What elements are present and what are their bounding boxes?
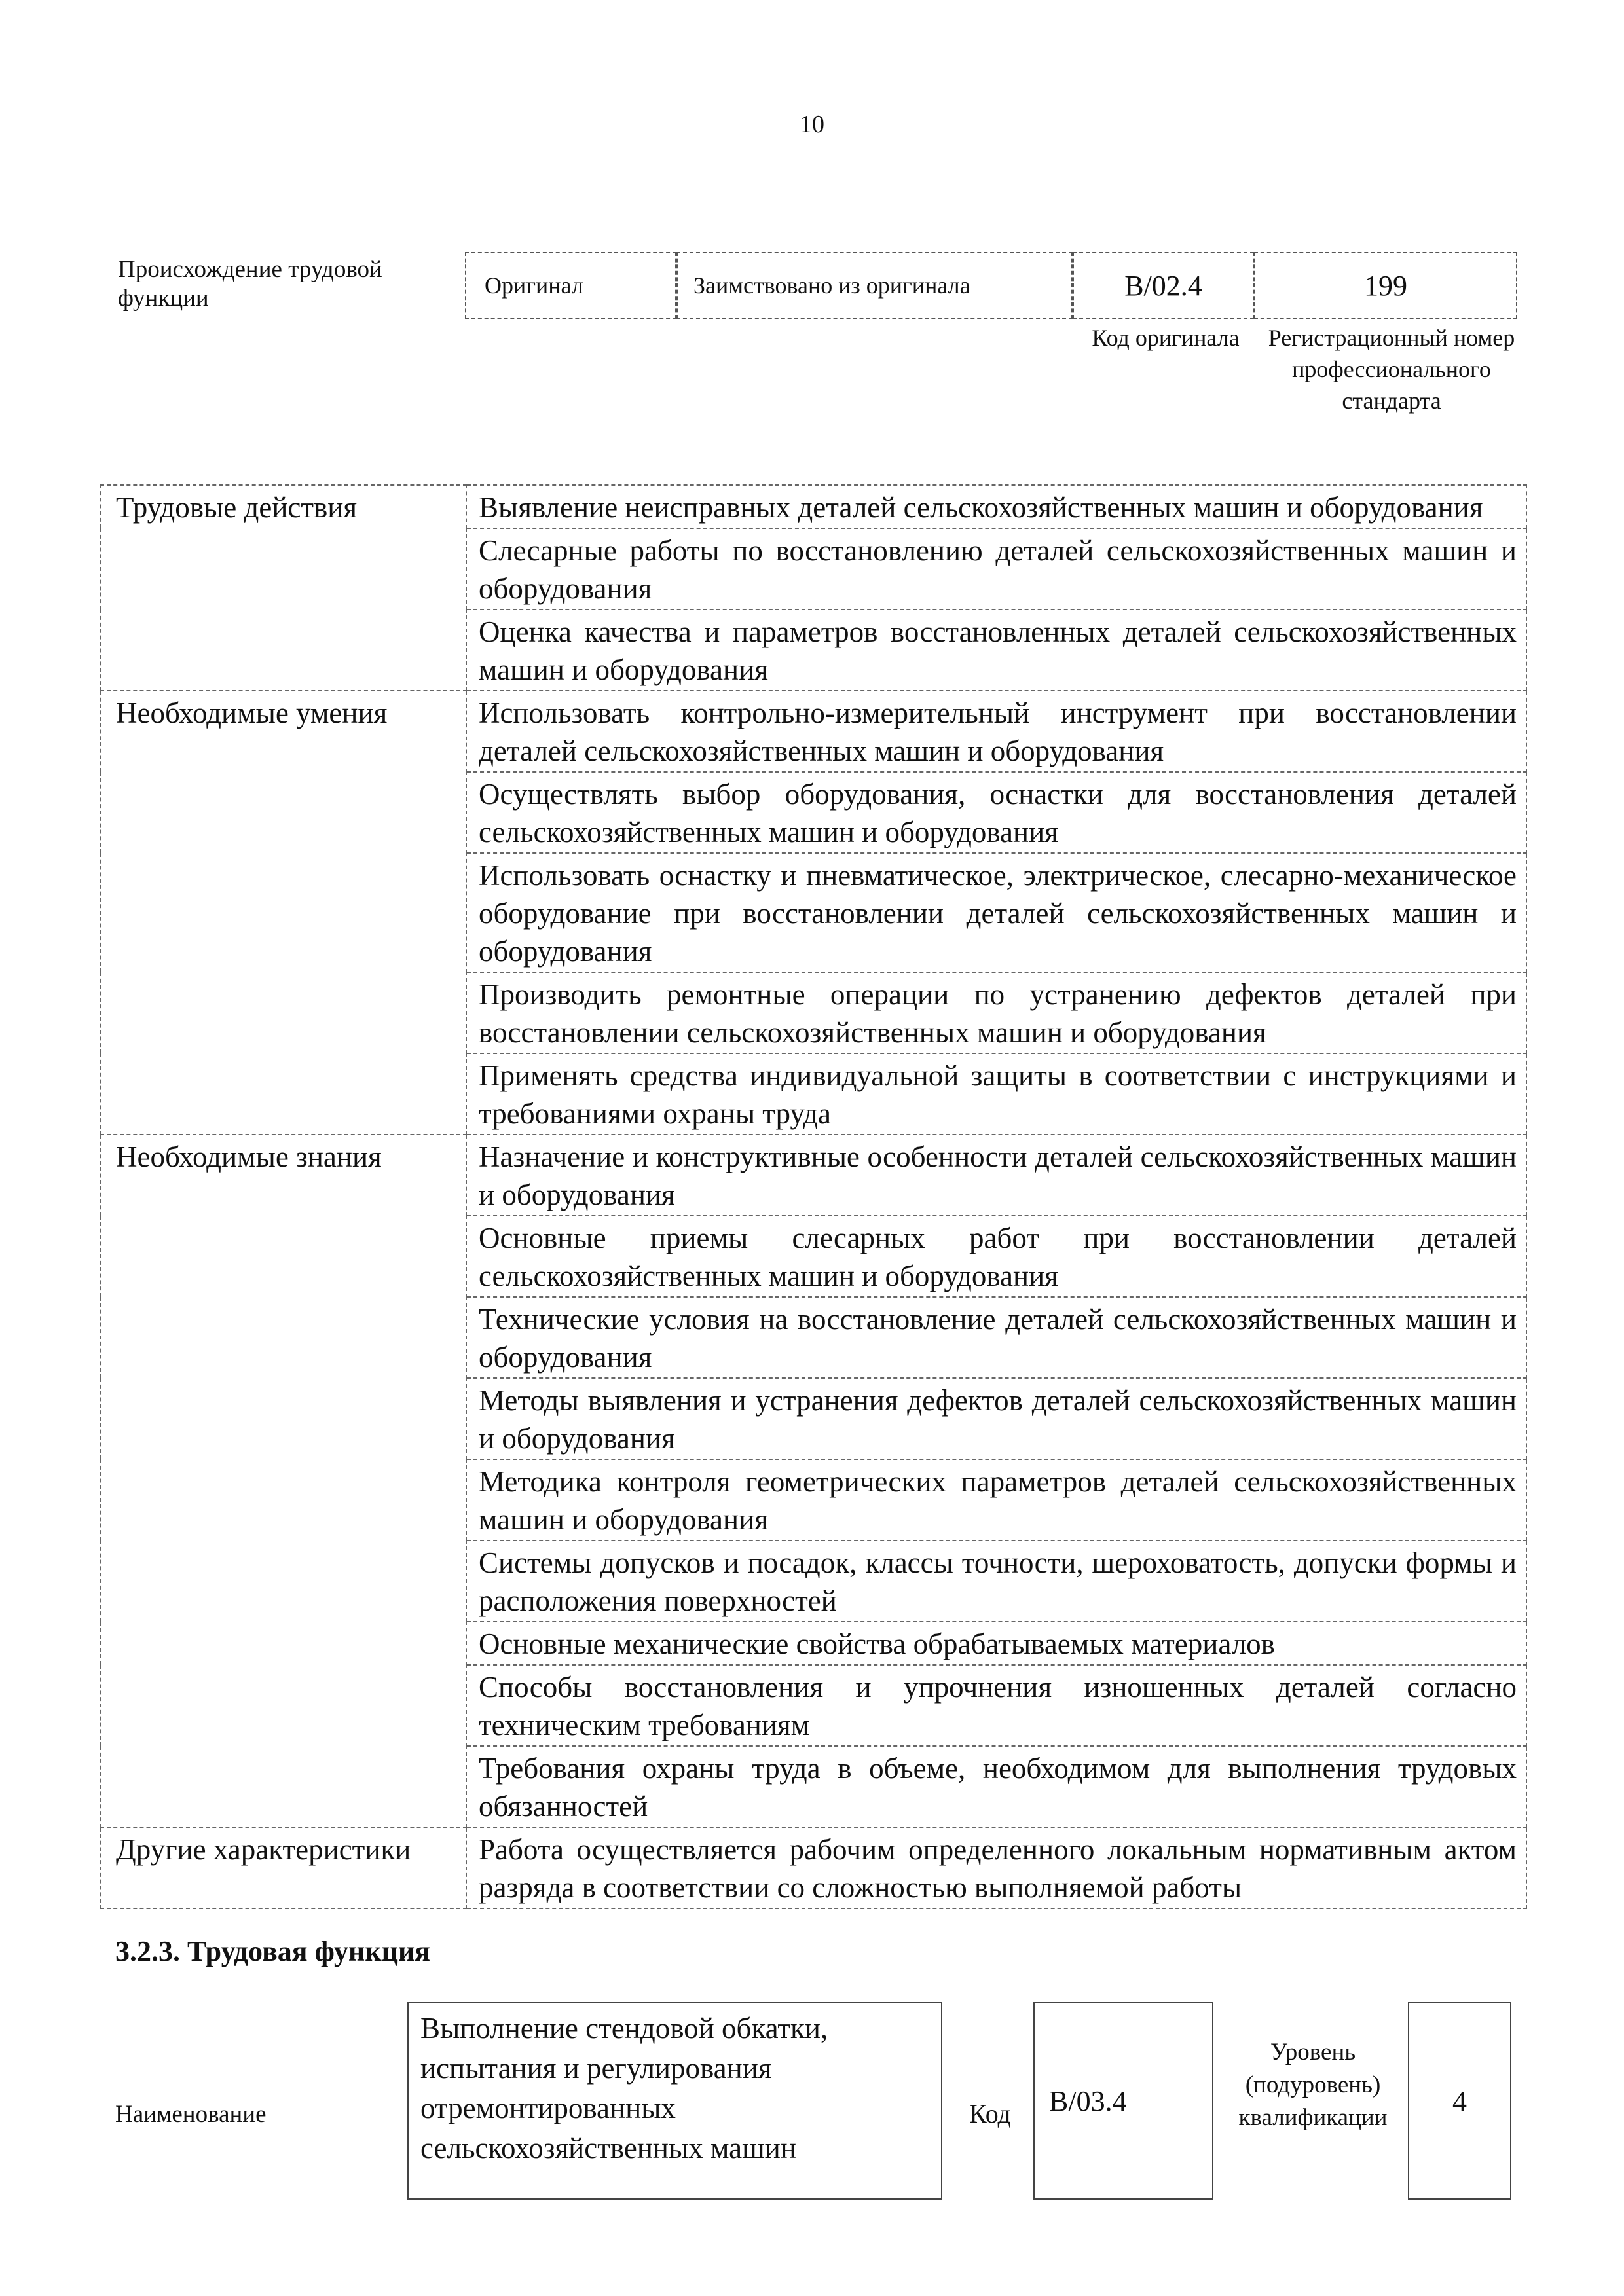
section-item: Производить ремонтные операции по устранению дефектов деталей при восстановлении сельскохозяйственных машин и оборудования (466, 972, 1526, 1053)
origin-original-text: Оригинал (485, 272, 583, 299)
origin-reg-number-text: 199 (1364, 269, 1407, 302)
origin-original-cell (465, 252, 676, 319)
function-name-box (407, 2002, 942, 2200)
section-heading: Необходимые умения (101, 691, 466, 1135)
section-item: Технические условия на восстановление деталей сельскохозяйственных машин и оборудования (466, 1297, 1526, 1378)
origin-reg-caption: Регистрационный номер профессионального стандарта (1268, 325, 1515, 414)
function-code-text: В/03.4 (1049, 2085, 1127, 2117)
section-item: Оценка качества и параметров восстановленных деталей сельскохозяйственных машин и оборудования (466, 610, 1526, 691)
function-name-text: Выполнение стендовой обкатки, испытания и регулирования отремонтированных сельскохозяйственных машин (420, 2012, 828, 2164)
section-item: Основные механические свойства обрабатываемых материалов (466, 1622, 1526, 1665)
origin-code-text: В/02.4 (1124, 269, 1202, 302)
section-item: Методика контроля геометрических параметров деталей сельскохозяйственных машин и оборудования (466, 1459, 1526, 1540)
function-code-label: Код (969, 2099, 1011, 2128)
origin-code-cell (1073, 252, 1254, 319)
origin-code-caption: Код оригинала (1092, 325, 1240, 351)
labor-function-table (100, 484, 1527, 1909)
section-title: 3.2.3. Трудовая функция (115, 1935, 431, 1967)
section-item: Использовать оснастку и пневматическое, электрическое, слесарно-механическое оборудование при восстановлении деталей сельскохозяйственных машин и оборудования (466, 853, 1526, 972)
section-item: Выявление неисправных деталей сельскохозяйственных машин и оборудования (466, 485, 1526, 528)
section-heading: Необходимые знания (101, 1135, 466, 1827)
section-item: Использовать контрольно-измерительный инструмент при восстановлении деталей сельскохозяйственных машин и оборудования (466, 691, 1526, 772)
origin-label: Происхождение трудовой функции (118, 256, 382, 312)
section-item: Осуществлять выбор оборудования, оснастки для восстановления деталей сельскохозяйственных машин и оборудования (466, 772, 1526, 853)
origin-borrowed-text: Заимствовано из оригинала (693, 272, 970, 299)
table-row (101, 1135, 1526, 1216)
origin-reg-number-cell (1254, 252, 1517, 319)
section-item: Системы допусков и посадок, классы точности, шероховатость, допуски формы и расположения поверхностей (466, 1540, 1526, 1622)
section-item: Назначение и конструктивные особенности деталей сельскохозяйственных машин и оборудования (466, 1135, 1526, 1216)
qualification-level-label: Уровень (подуровень) квалификации (1238, 2039, 1388, 2131)
table-row (101, 691, 1526, 772)
page-number: 10 (800, 111, 824, 138)
section-heading: Трудовые действия (101, 485, 466, 691)
section-item: Способы восстановления и упрочнения изношенных деталей согласно техническим требованиям (466, 1665, 1526, 1746)
section-item: Основные приемы слесарных работ при восстановлении деталей сельскохозяйственных машин и оборудования (466, 1216, 1526, 1297)
section-item: Работа осуществляется рабочим определенного локальным нормативным актом разряда в соответствии со сложностью выполняемой работы (466, 1827, 1526, 1908)
section-item: Слесарные работы по восстановлению деталей сельскохозяйственных машин и оборудования (466, 528, 1526, 610)
function-name-label: Наименование (115, 2101, 267, 2128)
table-row (101, 1827, 1526, 1908)
qualification-level-box (1408, 2002, 1511, 2200)
qualification-level-text: 4 (1452, 2085, 1467, 2117)
section-item: Применять средства индивидуальной защиты в соответствии с инструкциями и требованиями охраны труда (466, 1053, 1526, 1135)
function-code-box (1033, 2002, 1213, 2200)
section-heading: Другие характеристики (101, 1827, 466, 1908)
section-item: Требования охраны труда в объеме, необходимом для выполнения трудовых обязанностей (466, 1746, 1526, 1827)
table-row (101, 485, 1526, 528)
origin-borrowed-cell (676, 252, 1073, 319)
section-item: Методы выявления и устранения дефектов деталей сельскохозяйственных машин и оборудования (466, 1378, 1526, 1459)
